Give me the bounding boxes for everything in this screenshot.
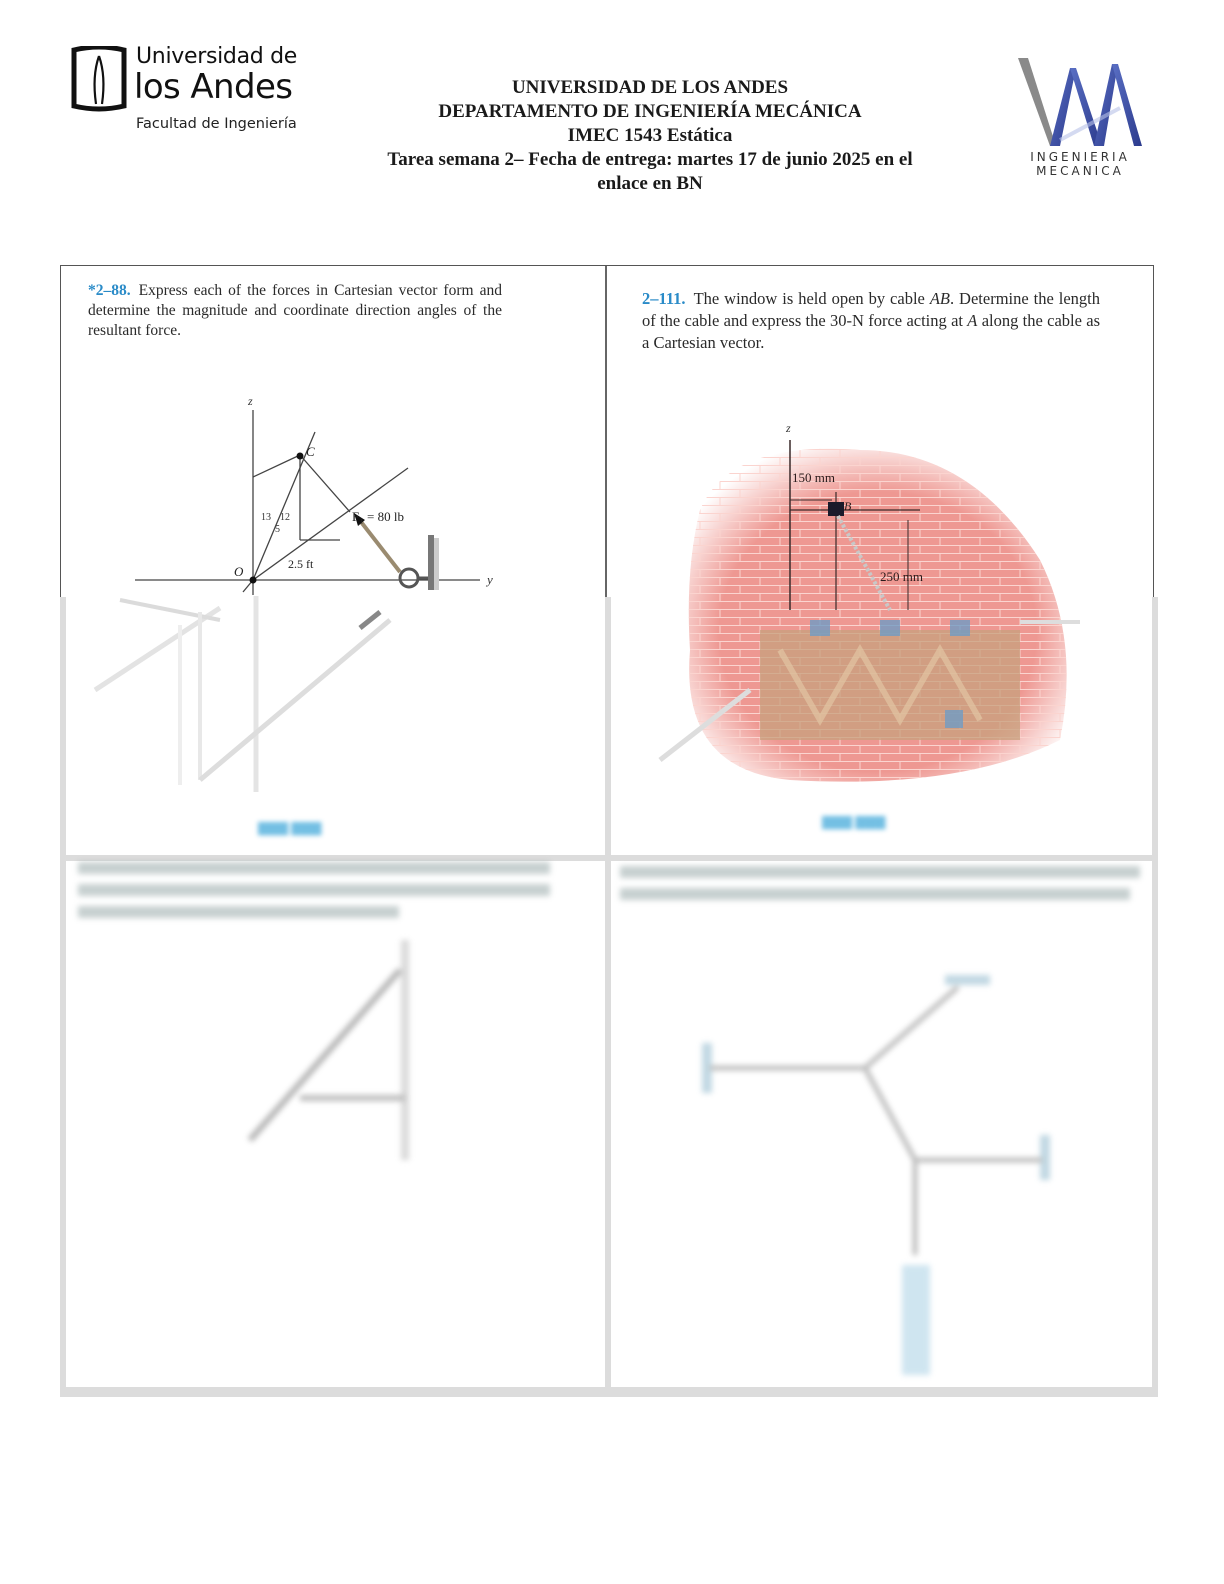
redacted-problem-bottom-left: [78, 862, 550, 918]
y-axis-label: y: [487, 572, 493, 587]
redacted-problem-bottom-right: [620, 866, 1140, 900]
slope-5-label: 5: [275, 524, 280, 535]
point-b-label: B: [844, 499, 852, 513]
mecanica-monogram-icon: [1010, 50, 1150, 154]
force-f1-rope: [358, 518, 400, 572]
z-axis-label: z: [248, 394, 253, 408]
figure-2-88: [60, 380, 604, 850]
header-assignment: Tarea semana 2– Fecha de entrega: martes 17 de junio 2025 en el: [387, 149, 913, 170]
problem-number: 2–111.: [642, 289, 686, 308]
problem-2-111-statement: [642, 288, 1100, 354]
origin-label: O: [234, 564, 244, 579]
dimension-150mm-label: 150 mm: [792, 470, 835, 485]
header-department: DEPARTAMENTO DE INGENIERÍA MECÁNICA: [438, 101, 862, 122]
logo-line-los-andes: los Andes: [134, 67, 293, 107]
header-course: IMEC 1543 Estática: [567, 125, 733, 146]
problem-text-part: . Determine the length of the cable and express the 30-N force acting at: [642, 289, 1100, 330]
eyebolt-ring: [400, 569, 418, 587]
problem-number: *2–88.: [88, 282, 131, 299]
problem-text-part: along the cable as a Cartesian vector.: [642, 311, 1100, 352]
figure-2-111: [640, 410, 1100, 790]
cable-label: AB: [929, 289, 950, 308]
problem-text: Express each of the forces in Cartesian vector form and determine the magnitude and coordinate direction angles of the resultant force.: [88, 282, 502, 339]
grid-divider: [605, 266, 607, 598]
slope-12-label: 12: [280, 512, 290, 523]
problem-2-88-statement: [88, 281, 502, 341]
hinge: [810, 620, 830, 636]
header-university: UNIVERSIDAD DE LOS ANDES: [511, 77, 789, 98]
hinge: [880, 620, 900, 636]
hook-b: [828, 502, 844, 516]
point-c-marker: [297, 453, 304, 460]
figure-caption-redacted: ▇▇▇ ▇▇▇: [258, 820, 322, 835]
origin-marker: [250, 577, 257, 584]
slope-13-label: 13: [261, 512, 271, 523]
mecanica-logo-line2: MECANICA: [1036, 164, 1124, 178]
point-a-hook: [945, 710, 963, 728]
logo-line-universidad: Universidad de: [136, 44, 298, 69]
wall-support: [428, 535, 434, 590]
z-axis-label: z: [786, 421, 791, 435]
uniandes-shield-icon: [70, 46, 128, 112]
header-assignment-cont: enlace en BN: [597, 173, 703, 194]
dimension-250mm-label: 250 mm: [880, 569, 923, 584]
logo-line-facultad: Facultad de Ingeniería: [136, 116, 297, 132]
point-a-label: A: [967, 311, 978, 330]
ingenieria-mecanica-logo: [1010, 50, 1150, 182]
force-f1-label: F₁ = 80 lb: [352, 509, 404, 524]
redacted-figure-bottom-right: [690, 965, 1070, 1385]
dimension-2-5ft-label: 2.5 ft: [288, 557, 314, 571]
point-c-label: C: [306, 444, 315, 459]
figure-caption-redacted: ▇▇▇ ▇▇▇: [822, 814, 886, 829]
mecanica-logo-line1: INGENIERIA: [1030, 150, 1130, 164]
uniandes-logo: [70, 44, 300, 140]
redacted-figure-bottom-left: [230, 930, 440, 1170]
problem-text-part: The window is held open by cable: [693, 289, 930, 308]
hinge: [950, 620, 970, 636]
document-header: [330, 76, 970, 196]
